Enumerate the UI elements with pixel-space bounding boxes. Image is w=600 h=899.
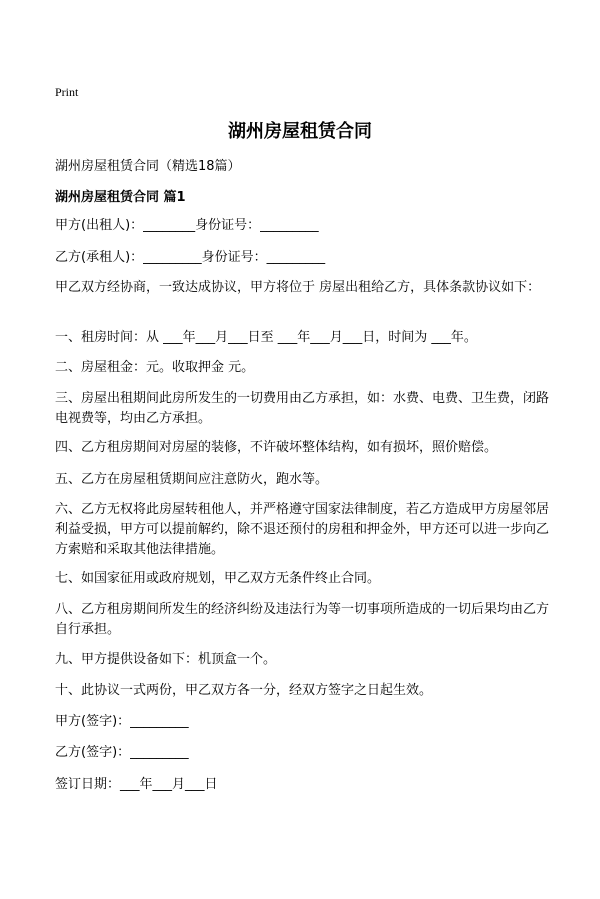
clause-9: 九、甲方提供设备如下：机顶盒一个。 [55,652,277,667]
signing-date: 签订日期：___年___月___日 [55,777,218,792]
intro-paragraph: 甲乙双方经协商，一致达成协议，甲方将位于 房屋出租给乙方，具体条款协议如下： [55,280,541,295]
print-link[interactable]: Print [55,85,79,99]
party-a-signature: 甲方(签字)：_________ [55,714,189,729]
party-b-signature: 乙方(签字)：_________ [55,745,189,760]
clause-1: 一、租房时间：从 ___年___月___日至 ___年___月___日，时间为 ___年。 [55,330,477,345]
party-b-line: 乙方(承租人)：_________身份证号：_________ [55,250,326,265]
clause-2: 二、房屋租金：元。收取押金 元。 [55,360,255,375]
clause-4: 四、乙方租房期间对房屋的装修，不许破坏整体结构，如有损坏，照价赔偿。 [55,440,498,455]
page-title: 湖州房屋租赁合同 [228,121,372,142]
clause-6: 六、乙方无权将此房屋转租他人，并严格遵守国家法律制度，若乙方造成甲方房屋邻居利益受损，甲方可以提前解约，除不退还预付的房租和押金外，甲方还可以进一步向乙方索赔和采取其他法律措施。 [55,502,550,557]
clause-10: 十、此协议一式两份，甲乙双方各一分，经双方签字之日起生效。 [55,683,433,698]
clause-7: 七、如国家征用或政府规划，甲乙双方无条件终止合同。 [55,571,381,586]
clause-3: 三、房屋出租期间此房所发生的一切费用由乙方承担，如：水费、电费、卫生费，闭路电视费等，均由乙方承担。 [55,391,550,426]
clause-5: 五、乙方在房屋租赁期间应注意防火，跑水等。 [55,472,329,487]
subtitle: 湖州房屋租赁合同（精选18篇） [55,159,241,174]
party-a-line: 甲方(出租人)：________身份证号：_________ [55,218,319,233]
clause-8: 八、乙方租房期间所发生的经济纠纷及违法行为等一切事项所造成的一切后果均由乙方自行承担。 [55,602,550,637]
section-heading: 湖州房屋租赁合同 篇1 [55,190,186,205]
